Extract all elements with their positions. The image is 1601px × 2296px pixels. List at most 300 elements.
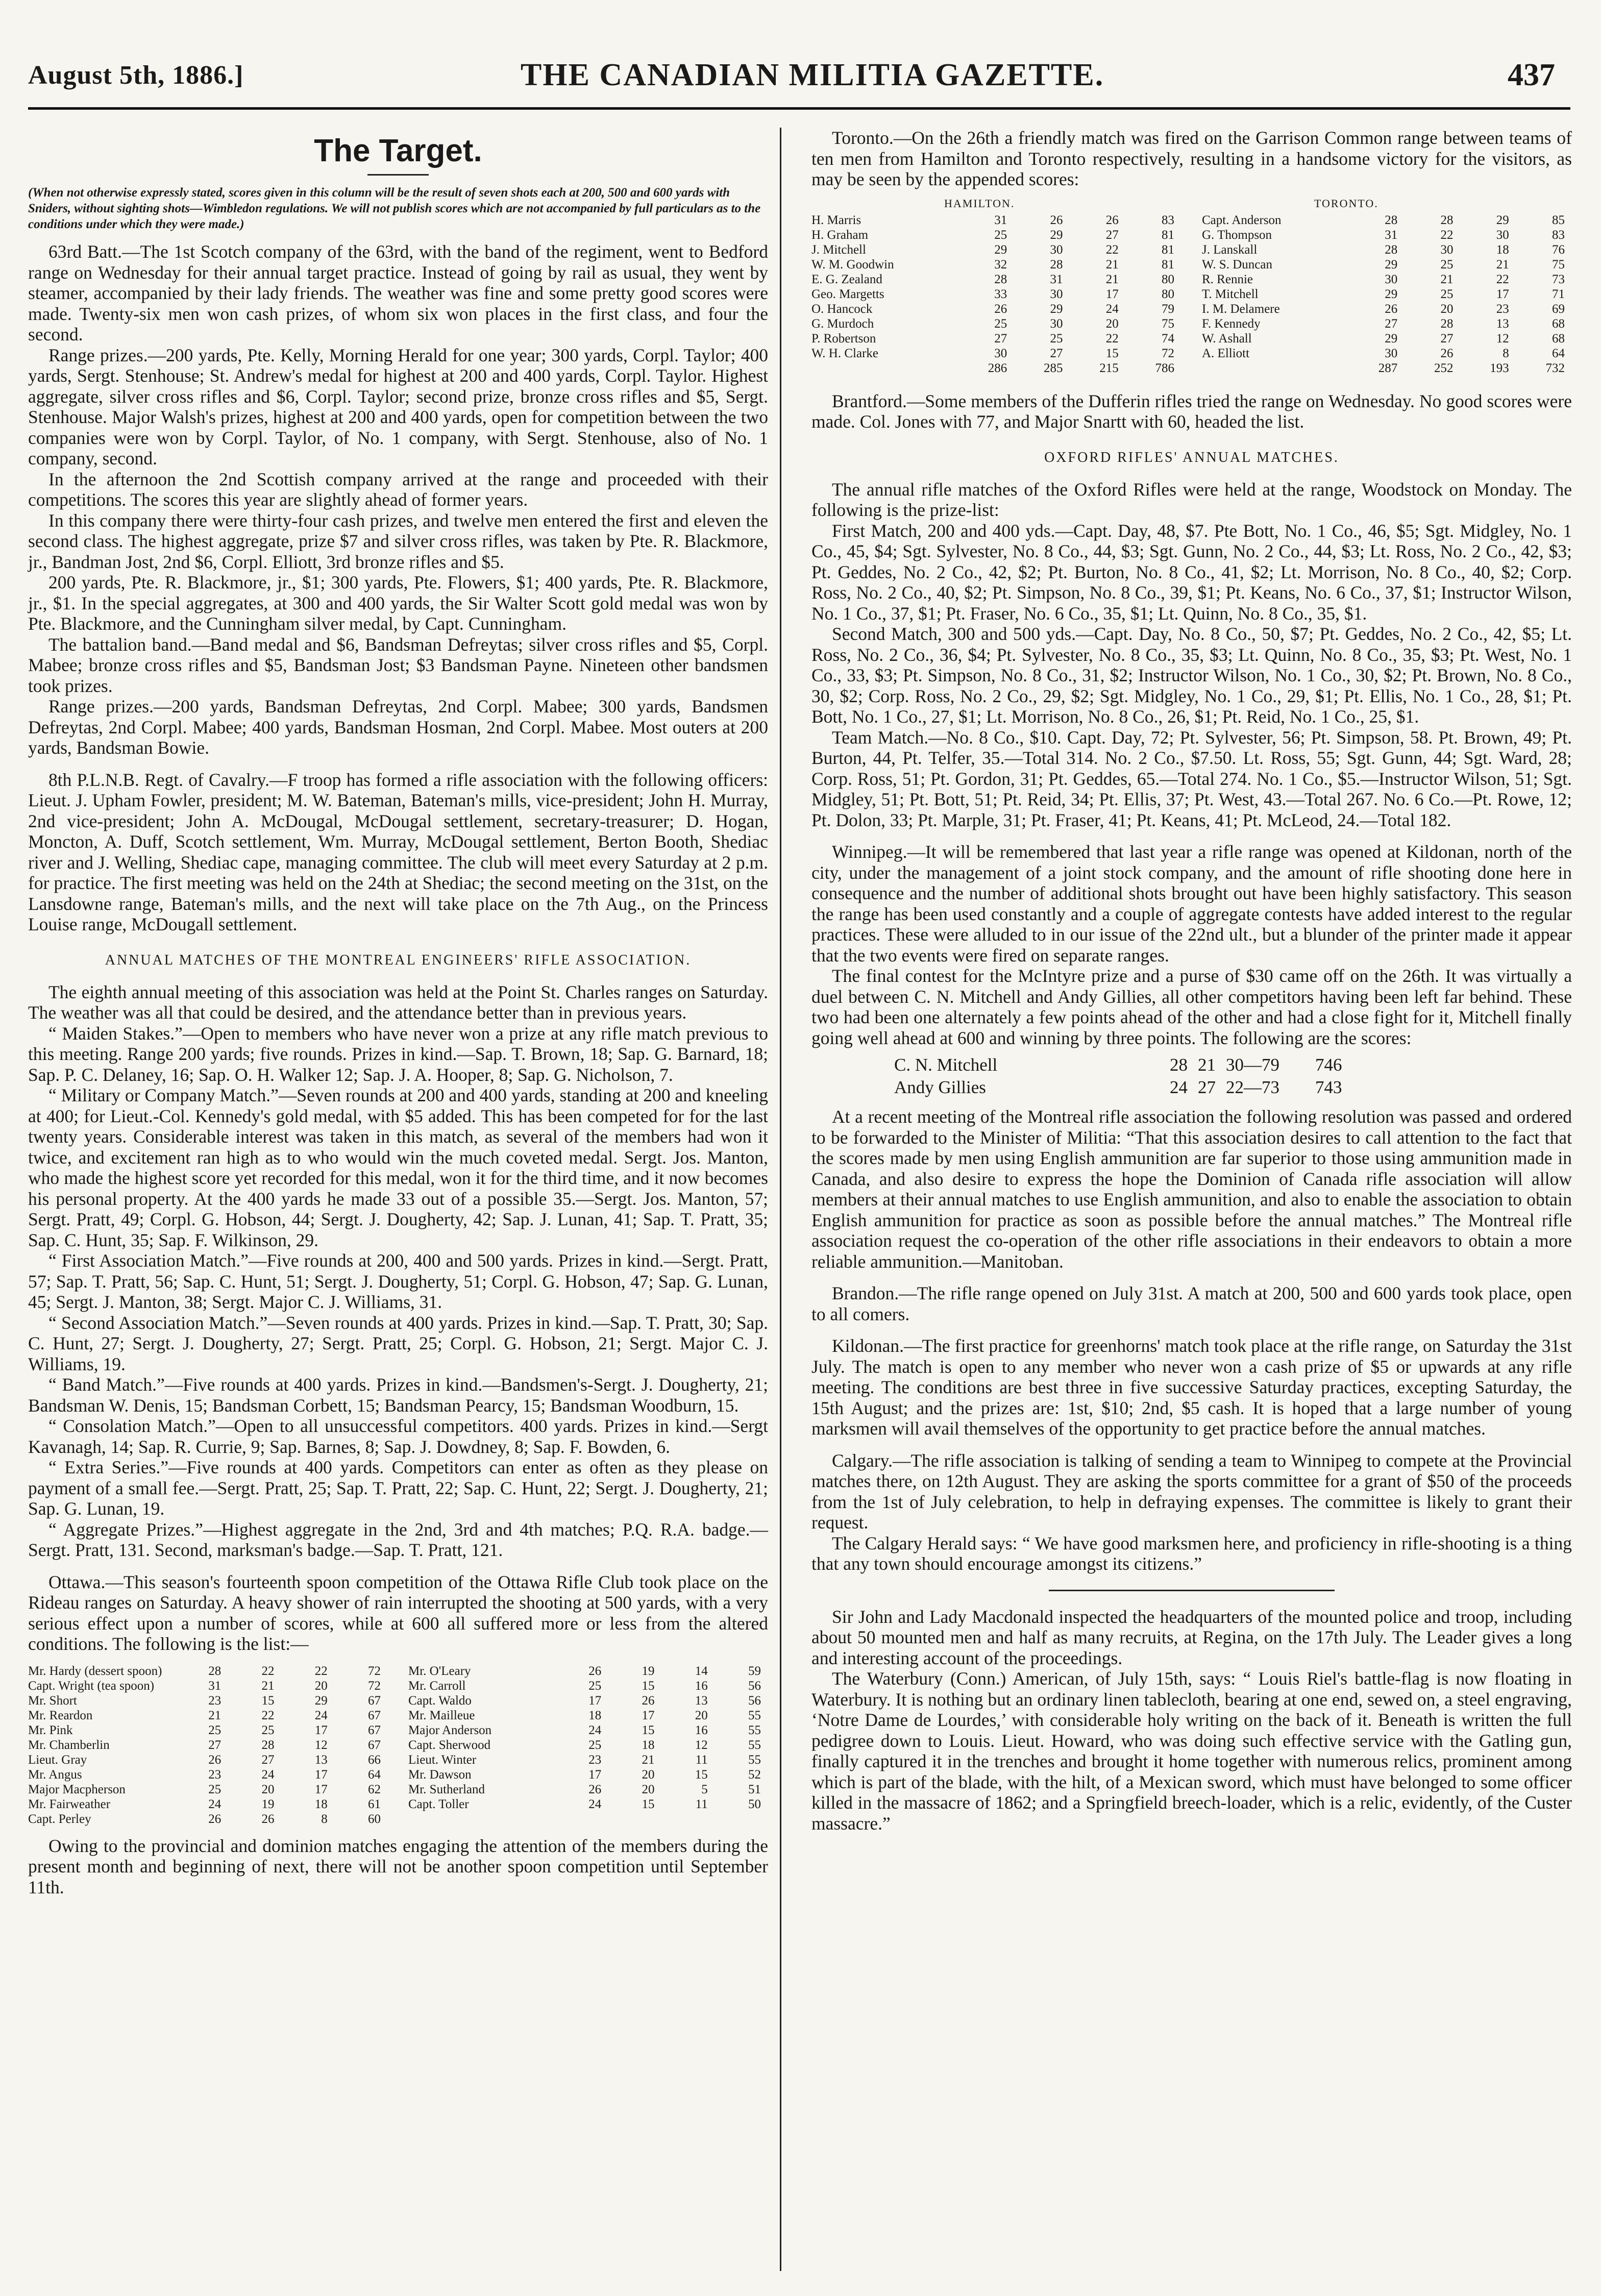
score-row <box>811 302 1572 316</box>
score-cell: 20 <box>642 1767 655 1782</box>
score-cell: 24 <box>208 1797 221 1811</box>
score-cell: 22 <box>1105 242 1119 257</box>
article-paragraph: “ First Association Match.”—Five rounds at 200, 400 and 500 yards. Prizes in kind.—Sergt. Pratt, 57; Sap. T. Pratt, 56; Sap. C. Hunt, 51; Sergt. J. Dougherty, 51; Corpl. G. Hobson, 47; Sap. G. Lunan, 45; Sergt. J. Manton, 38; Sergt. Major C. J. Williams, 31. <box>28 1250 768 1312</box>
competitor-name: R. Rennie <box>1202 272 1253 286</box>
score-cell: 25 <box>208 1723 221 1737</box>
competitor-name: Mr. Angus <box>28 1767 82 1782</box>
score-cell: 29 <box>1385 331 1398 345</box>
competitor-name: Capt. Waldo <box>408 1693 472 1708</box>
score-cell: 21 <box>261 1678 275 1693</box>
score-cell: 30 <box>1385 346 1398 360</box>
score-cell: 29 <box>1385 287 1398 301</box>
score-cell: 69 <box>1552 302 1565 316</box>
score-cell: 28 <box>208 1664 221 1678</box>
score-cell: 15 <box>261 1693 275 1708</box>
score-row <box>28 1767 768 1782</box>
spacer <box>1181 361 1349 376</box>
score-cell <box>715 1812 768 1826</box>
score-row <box>894 1054 1351 1076</box>
score-cell: 31 <box>994 213 1007 227</box>
competitor-name: Mr. Short <box>28 1693 77 1708</box>
score-cell <box>555 1812 608 1826</box>
competitor-name: Major Macpherson <box>28 1782 126 1796</box>
score-cell: 62 <box>368 1782 381 1796</box>
score-cell: 22 <box>1105 331 1119 345</box>
score-cell: 55 <box>748 1738 761 1752</box>
spacer <box>811 361 958 376</box>
total-cell: 215 <box>1099 361 1119 375</box>
score-cell: 17 <box>588 1767 602 1782</box>
score-cell: 56 <box>748 1693 761 1708</box>
score-cell: 22 <box>261 1708 275 1722</box>
score-cell: 20 <box>642 1782 655 1796</box>
article-paragraph: The Calgary Herald says: “ We have good marksmen here, and proficiency in rifle-shooting is a thing that any town should encourage amongst its citizens.” <box>811 1533 1572 1574</box>
sub-heading: OXFORD RIFLES' ANNUAL MATCHES. <box>1044 449 1339 465</box>
score-cell: 23 <box>1496 302 1509 316</box>
score-cell: 81 <box>1162 257 1174 271</box>
score-cell: 27 <box>1385 316 1398 331</box>
competitor-name: F. Kennedy <box>1202 316 1261 331</box>
score-cell: 21 <box>1198 1055 1216 1075</box>
score-row <box>28 1708 768 1723</box>
score-cell: 31 <box>1050 272 1063 286</box>
score-cell: 22 <box>261 1664 275 1678</box>
score-cell: 27 <box>1440 331 1454 345</box>
score-cell: 71 <box>1552 287 1565 301</box>
total-cell: 786 <box>1155 361 1174 375</box>
score-cell: 26 <box>994 302 1007 316</box>
score-cell: 28 <box>994 272 1007 286</box>
score-cell: 12 <box>1496 331 1509 345</box>
article-paragraph: Team Match.—No. 8 Co., $10. Capt. Day, 72; Pt. Sylvester, 56; Pt. Simpson, 58. Pt. Brown, 49; Pt. Burton, 44, Pt. Telfer, 35.—Total 314. No. 2 Co., $7.50. Lt. Ross, 55; Sgt. Gunn, 44; Sgt. Ward, 28; Corp. Ross, 51; Pt. Gordon, 31; Pt. Geddes, 65.—Total 274. No. 1 Co., $5.—Instructor Wilson, 51; Sgt. Midgley, 51; Pt. Bott, 51; Pt. Reid, 34; Pt. Ellis, 37; Pt. West, 43.—Total 267. No. 6 Co.—Pt. Rowe, 12; Pt. Dolon, 33; Pt. Marple, 31; Pt. Fraser, 41; Pt. Keans, 41; Pt. McLeod, 24.—Total 182. <box>811 727 1572 830</box>
score-cell: 15 <box>642 1678 655 1693</box>
score-cell: 31 <box>208 1678 221 1693</box>
total-cell: 285 <box>1044 361 1063 375</box>
score-cell: 26 <box>588 1664 602 1678</box>
score-row <box>28 1812 768 1826</box>
competitor-name: Mr. Dawson <box>408 1767 472 1782</box>
score-cell: 81 <box>1162 242 1174 257</box>
total-cell: 732 <box>1545 361 1565 375</box>
score-row <box>811 213 1572 228</box>
score-cell: 24 <box>261 1767 275 1782</box>
score-cell: 30 <box>1050 316 1063 331</box>
score-row <box>811 228 1572 242</box>
page-number: 437 <box>1508 58 1555 92</box>
score-cell: 13 <box>695 1693 708 1708</box>
score-cell: 75 <box>1552 257 1565 271</box>
score-cell: 17 <box>642 1708 655 1722</box>
article-paragraph: Second Match, 300 and 500 yds.—Capt. Day, No. 8 Co., 50, $7; Pt. Geddes, No. 2 Co., 42, $5; Lt. Ross, No. 2 Co., 36, $4; Pt. Sylvester, No. 8 Co., 35, $3; Lt. Quinn, No. 8 Co., 35, $3; Pt. West, No. 1 Co., 33, $3; Pt. Simpson, No. 8 Co., 31, $2; Instructor Wilson, No. 1 Co., 30, $2; Pt. Brown, No. 8 Co., 30, $2; Corp. Ross, No. 2 Co., 29, $2; Sgt. Midgley, No. 1 Co., 29, $1; Pt. Ellis, No. 1 Co., 28, $1; Pt. Bott, No. 1 Co., 27, $1; Lt. Morrison, No. 8 Co., 26, $1; Pt. Reid, No. 1 Co., 25, $1. <box>811 624 1572 727</box>
score-cell: 22 <box>1440 228 1454 242</box>
competitor-name: Mr. Fairweather <box>28 1797 111 1811</box>
score-cell: 27 <box>261 1752 275 1767</box>
competitor-name: Lieut. Winter <box>408 1752 477 1767</box>
score-cell: 18 <box>588 1708 602 1722</box>
score-cell: 11 <box>695 1752 708 1767</box>
score-cell: 24 <box>314 1708 328 1722</box>
mcintyre-score-table <box>893 1053 1352 1099</box>
score-cell: 80 <box>1162 272 1174 286</box>
score-cell: 8 <box>321 1812 328 1826</box>
score-cell: 17 <box>1496 287 1509 301</box>
score-cell <box>608 1812 661 1826</box>
score-cell: 19 <box>261 1797 275 1811</box>
competitor-name: J. Mitchell <box>811 242 866 257</box>
score-cell: 60 <box>368 1812 381 1826</box>
score-cell: 83 <box>1162 213 1174 227</box>
score-cell: 24 <box>1170 1077 1188 1097</box>
score-cell: 26 <box>1440 346 1454 360</box>
article-paragraph: “ Maiden Stakes.”—Open to members who have never won a prize at any rifle match previous to this meeting. Range 200 yards; five rounds. Prizes in kind.—Sap. T. Brown, 18; Sap. G. Barnard, 18; Sap. P. C. Delaney, 16; Sap. O. H. Walker 12; Sap. J. A. Hooper, 8; Sap. G. Nicholson, 7. <box>28 1023 768 1085</box>
score-cell: 15 <box>642 1723 655 1737</box>
competitor-name: Mr. Chamberlin <box>28 1738 110 1752</box>
score-cell: 30 <box>1050 287 1063 301</box>
score-cell: 67 <box>368 1708 381 1722</box>
article-paragraph: Ottawa.—This season's fourteenth spoon competition of the Ottawa Rifle Club took place on the Rideau ranges on Saturday. A heavy shower of rain interrupted the shooting at 500 yards, with a very serious effect upon a number of scores, while at 600 all suffered more or less from the altered conditions. The following is the list:— <box>28 1571 768 1654</box>
score-cell: 28 <box>1170 1055 1188 1075</box>
score-cell: 83 <box>1552 228 1565 242</box>
competitor-name: C. N. Mitchell <box>894 1055 998 1075</box>
article-paragraph: Owing to the provincial and dominion matches engaging the attention of the members during the present month and beginning of next, there will not be another spoon competition until September 11th. <box>28 1835 768 1897</box>
score-cell: 29 <box>1050 228 1063 242</box>
score-row <box>811 331 1572 346</box>
score-cell: 24 <box>588 1723 602 1737</box>
competitor-name: T. Mitchell <box>1202 287 1259 301</box>
article-paragraph: At a recent meeting of the Montreal rifle association the following resolution was passed and ordered to be forwarded to the Minister of Militia: “That this association desires to call attention to the fact that the scores made by men using English ammunition are far superior to those using ammunition made in Canada, and also desire to express the hope the Dominion of Canada rifle association will allow members at their annual matches to use English ammunition, and also to enable the association to obtain English ammunition for practice as soon as possible before the annual matches.” The Montreal rifle association request the co-operation of the other rifle associations in their endeavors to obtain a more reliable ammunition.—Manitoban. <box>811 1106 1572 1272</box>
competitor-name: Capt. Anderson <box>1202 213 1282 227</box>
score-cell: 30 <box>1385 272 1398 286</box>
score-cell: 21 <box>1440 272 1454 286</box>
score-row <box>28 1664 768 1678</box>
score-cell: 72 <box>368 1664 381 1678</box>
competitor-name: Capt. Toller <box>408 1797 469 1811</box>
score-cell: 25 <box>588 1738 602 1752</box>
score-row <box>811 346 1572 361</box>
score-cell: 27 <box>994 331 1007 345</box>
score-cell: 74 <box>1162 331 1174 345</box>
score-cell: 30 <box>1050 242 1063 257</box>
competitor-name: W. H. Clarke <box>811 346 878 360</box>
score-cell: 16 <box>695 1723 708 1737</box>
score-cell: 25 <box>208 1782 221 1796</box>
score-cell: 23 <box>208 1693 221 1708</box>
score-cell: 28 <box>261 1738 275 1752</box>
issue-date: August 5th, 1886.] <box>28 61 244 90</box>
competitor-name: Geo. Margetts <box>811 287 884 301</box>
score-cell: 16 <box>695 1678 708 1693</box>
column-divider <box>780 128 781 2271</box>
competitor-name: H. Marris <box>811 213 861 227</box>
score-row <box>811 272 1572 287</box>
score-cell: 17 <box>588 1693 602 1708</box>
score-row <box>811 287 1572 302</box>
page-header <box>0 0 1601 117</box>
article-paragraph: “ Military or Company Match.”—Seven rounds at 200 and 400 yards, standing at 200 and kneeling at 400; for Lieut.-Col. Kennedy's gold medal, with $5 added. This has been competed for for the last twenty years. Considerable interest was taken in this match, as several of the members had won it twice, and excitement ran high as to who would win the much coveted medal. Sergt. Jos. Manton, who made the highest score yet recorded for this medal, won it for the third time, and it now becomes his personal property. At the 400 yards he made 33 out of a possible 35.—Sergt. Jos. Manton, 57; Sergt. Pratt, 49; Corpl. G. Hobson, 44; Sergt. J. Dougherty, 42; Sap. J. Lunan, 41; Sap. T. Pratt, 35; Sap. C. Hunt, 35; Sap. F. Wilkinson, 29. <box>28 1085 768 1250</box>
score-cell: 20 <box>695 1708 708 1722</box>
score-cell: 21 <box>1105 257 1119 271</box>
score-cell: 72 <box>1162 346 1174 360</box>
score-cell: 746 <box>1315 1055 1342 1075</box>
score-cell: 20 <box>1440 302 1454 316</box>
score-cell: 17 <box>314 1767 328 1782</box>
competitor-name: J. Lanskall <box>1202 242 1258 257</box>
score-cell: 73 <box>1552 272 1565 286</box>
score-row <box>28 1678 768 1693</box>
article-paragraph: Range prizes.—200 yards, Bandsman Defreytas, 2nd Corpl. Mabee; 300 yards, Bandsmen Defreytas, 2nd Corpl. Mabee; 400 yards, Bandsman Hosman, 2nd Corpl. Mabee. Most outers at 200 yards, Bandsman Bowie. <box>28 696 768 758</box>
score-cell: 11 <box>695 1797 708 1811</box>
score-cell: 59 <box>748 1664 761 1678</box>
score-cell: 28 <box>1440 213 1454 227</box>
score-cell: 52 <box>748 1767 761 1782</box>
score-cell: 67 <box>368 1723 381 1737</box>
score-cell: 64 <box>368 1767 381 1782</box>
article-paragraph: The battalion band.—Band medal and $6, Bandsman Defreytas; silver cross rifles and $5, Corpl. Mabee; bronze cross rifles and $5, Bandsman Jost; $3 Bandsman Payne. Nineteen other bandsmen took prizes. <box>28 634 768 696</box>
score-cell: 15 <box>642 1797 655 1811</box>
competitor-name: W. S. Duncan <box>1202 257 1272 271</box>
score-row <box>28 1693 768 1708</box>
article-paragraph: “ Second Association Match.”—Seven rounds at 400 yards. Prizes in kind.—Sap. T. Pratt, 30; Sap. C. Hunt, 27; Sergt. J. Dougherty, 27; Sergt. Pratt, 25; Corpl. G. Hobson, 21; Sergt. Major C. J. Williams, 19. <box>28 1312 768 1374</box>
competitor-name: W. M. Goodwin <box>811 257 894 271</box>
score-cell: 30 <box>1440 242 1454 257</box>
score-row <box>28 1782 768 1797</box>
score-cell: 15 <box>1105 346 1119 360</box>
score-cell: 30—79 <box>1226 1055 1279 1075</box>
team-totals-row <box>811 361 1572 376</box>
score-cell: 28 <box>1385 213 1398 227</box>
score-cell: 13 <box>314 1752 328 1767</box>
article-paragraph: The Waterbury (Conn.) American, of July 15th, says: “ Louis Riel's battle-flag is now floating in Waterbury. It is nothing but an ordinary linen tablecloth, bearing at one end, sewed on, a steel engraving, ‘Notre Dame de Lourdes,’ with considerable holy writing on the back of it. Beneath is written the full pedigree down to Louis. Lieut. Howard, who was doing such effective service with the Gatling gun, finally captured it in the trenches and brought it home together with numerous relics, prominent among which is part of the blade, with the hilt, of a Mexican sword, which must have belonged to some officer killed in the massacre of 1862; and a Springfield breech-loader, which is a relic, evidently, of the Custer massacre.” <box>811 1668 1572 1834</box>
score-cell: 79 <box>1162 302 1174 316</box>
competitor-name: O. Hancock <box>811 302 873 316</box>
competitor-name: W. Ashall <box>1202 331 1252 345</box>
total-cell: 286 <box>988 361 1007 375</box>
competitor-name: H. Graham <box>811 228 869 242</box>
article-paragraph: In this company there were thirty-four cash prizes, and twelve men entered the first and eleven the second class. The highest aggregate, prize $7 and silver cross rifles, was taken by Pte. R. Blackmore, jr., Bandman Jost, 2nd $6, Corpl. Elliott, 3rd bronze rifles and $5. <box>28 510 768 572</box>
score-cell: 27 <box>1050 346 1063 360</box>
score-cell: 26 <box>588 1782 602 1796</box>
score-cell: 22 <box>314 1664 328 1678</box>
score-cell: 67 <box>368 1693 381 1708</box>
score-cell: 51 <box>748 1782 761 1796</box>
score-cell: 29 <box>1385 257 1398 271</box>
score-cell: 25 <box>588 1678 602 1693</box>
article-paragraph: First Match, 200 and 400 yds.—Capt. Day, 48, $7. Pte Bott, No. 1 Co., 46, $5; Sgt. Midgley, No. 1 Co., 45, $4; Sgt. Sylvester, No. 8 Co., 44, $3; Sgt. Gunn, No. 2 Co., 44, $3; Lt. Ross, No. 2 Co., 42, $3; Pt. Geddes, No. 2 Co., 42, $2; Pt. Burton, No. 8 Co., 41, $2; Lt. Morrison, No. 8 Co., 40, $2; Corp. Ross, No. 2 Co., 40, $2; Pt. Simpson, No. 8 Co., 39, $1; Pt. Keans, No. 6 Co., 37, $1; Instructor Wilson, No. 1 Co., 37, $1; Pt. Fraser, No. 6 Co., 35, $1; Lt. Quinn, No. 8 Co., 35, $1. <box>811 520 1572 624</box>
score-cell: 25 <box>1440 257 1454 271</box>
competitor-name: Capt. Sherwood <box>408 1738 491 1752</box>
article-paragraph: Sir John and Lady Macdonald inspected the headquarters of the mounted police and troop, including about 50 mounted men and half as many recruits, at Regina, on the 17th July. The Leader gives a long and interesting account of the proceedings. <box>811 1606 1572 1668</box>
score-cell: 23 <box>208 1767 221 1782</box>
score-cell: 21 <box>208 1708 221 1722</box>
score-cell: 13 <box>1496 316 1509 331</box>
score-cell: 14 <box>695 1664 708 1678</box>
score-cell: 56 <box>748 1678 761 1693</box>
section-rule <box>1049 1590 1335 1591</box>
score-cell: 26 <box>1050 213 1063 227</box>
score-cell: 61 <box>368 1797 381 1811</box>
article-paragraph: 63rd Batt.—The 1st Scotch company of the 63rd, with the band of the regiment, went to Bedford range on Wednesday for their annual target practice. Instead of going by rail as usual, they went by steamer, accompanied by their lady friends. The weather was fine and some pretty good scores were made. Twenty-six men won cash prizes, of whom six won places in the first class, and four the second. <box>28 241 768 344</box>
score-cell: 26 <box>261 1812 275 1826</box>
score-cell: 55 <box>748 1708 761 1722</box>
score-cell: 21 <box>1105 272 1119 286</box>
score-row <box>811 316 1572 331</box>
score-cell: 21 <box>1496 257 1509 271</box>
competitor-name: Capt. Wright (tea spoon) <box>28 1678 155 1693</box>
header-rule <box>28 107 1570 110</box>
score-cell: 25 <box>261 1723 275 1737</box>
score-cell: 29 <box>1496 213 1509 227</box>
total-cell: 252 <box>1434 361 1454 375</box>
score-cell <box>662 1812 715 1826</box>
article-paragraph: Brantford.—Some members of the Dufferin rifles tried the range on Wednesday. No good scores were made. Col. Jones with 77, and Major Snartt with 60, headed the list. <box>811 390 1572 432</box>
score-cell: 31 <box>1385 228 1398 242</box>
article-paragraph: “ Consolation Match.”—Open to all unsuccessful competitors. 400 yards. Prizes in kind.—Sergt Kavanagh, 14; Sap. R. Currie, 9; Sap. Barnes, 8; Sap. J. Dowdney, 8; Sap. F. Bowden, 6. <box>28 1416 768 1457</box>
section-title: The Target. <box>314 133 482 168</box>
score-cell: 19 <box>642 1664 655 1678</box>
score-cell: 81 <box>1162 228 1174 242</box>
score-cell: 22 <box>1496 272 1509 286</box>
title-rule <box>367 174 429 176</box>
score-cell: 24 <box>1105 302 1119 316</box>
score-cell: 27 <box>208 1738 221 1752</box>
score-cell: 72 <box>368 1678 381 1693</box>
score-cell: 85 <box>1552 213 1565 227</box>
competitor-name: Andy Gillies <box>894 1077 986 1097</box>
score-cell: 18 <box>314 1797 328 1811</box>
score-cell: 21 <box>642 1752 655 1767</box>
score-cell: 8 <box>1503 346 1509 360</box>
score-cell: 20 <box>314 1678 328 1693</box>
score-cell: 24 <box>588 1797 602 1811</box>
editorial-note: (When not otherwise expressly stated, scores given in this column will be the result of seven shots each at 200, 500 and 600 yards with Sniders, without sighting shots—Wimbledon regulations. We will not publish scores which are not accompanied by full particulars as to the conditions under which they were made.) <box>28 186 761 231</box>
score-row <box>811 257 1572 272</box>
score-cell: 30 <box>994 346 1007 360</box>
competitor-name: Mr. Reardon <box>28 1708 93 1722</box>
score-row <box>28 1738 768 1752</box>
score-cell: 18 <box>642 1738 655 1752</box>
score-cell: 68 <box>1552 316 1565 331</box>
score-cell: 76 <box>1552 242 1565 257</box>
score-cell: 743 <box>1315 1077 1342 1097</box>
score-cell: 27 <box>1198 1077 1216 1097</box>
score-cell: 28 <box>1050 257 1063 271</box>
team-score-table <box>811 193 1572 376</box>
competitor-name: Mr. O'Leary <box>408 1664 471 1678</box>
score-cell: 80 <box>1162 287 1174 301</box>
competitor-name: P. Robertson <box>811 331 876 345</box>
team-heading-hamilton: HAMILTON. <box>944 196 1015 210</box>
article-paragraph: The annual rifle matches of the Oxford Rifles were held at the range, Woodstock on Monday. The following is the prize-list: <box>811 479 1572 520</box>
article-paragraph: Toronto.—On the 26th a friendly match was fired on the Garrison Common range between teams of ten men from Hamilton and Toronto respectively, resulting in a handsome victory for the visitors, as may be seen by the appended scores: <box>811 128 1572 189</box>
score-cell: 5 <box>701 1782 708 1796</box>
score-cell: 67 <box>368 1738 381 1752</box>
article-paragraph: Brandon.—The rifle range opened on July 31st. A match at 200, 500 and 600 yards took place, open to all comers. <box>811 1283 1572 1324</box>
competitor-name: Mr. Sutherland <box>408 1782 485 1796</box>
score-row <box>811 242 1572 257</box>
article-paragraph: Calgary.—The rifle association is talking of sending a team to Winnipeg to compete at the Provincial matches there, on 12th August. They are asking the sports committee for a grant of $50 of the proceeds from the 1st of July celebration, to help in defraying expenses. The committee is likely to grant their request. <box>811 1450 1572 1533</box>
competitor-name: E. G. Zealand <box>811 272 882 286</box>
competitor-name: G. Thompson <box>1202 228 1272 242</box>
score-cell: 33 <box>994 287 1007 301</box>
score-cell: 15 <box>695 1767 708 1782</box>
competitor-name: Mr. Carroll <box>408 1678 466 1693</box>
score-cell: 68 <box>1552 331 1565 345</box>
competitor-name: Major Anderson <box>408 1723 492 1737</box>
score-cell: 26 <box>1385 302 1398 316</box>
article-paragraph: “ Band Match.”—Five rounds at 400 yards. Prizes in kind.—Bandsmen's-Sergt. J. Dougherty, 21; Bandsman W. Denis, 15; Bandsman Corbett, 15; Bandsman Pearcy, 15; Bandsman Woodburn, 15. <box>28 1374 768 1416</box>
competitor-name: G. Murdoch <box>811 316 874 331</box>
article-paragraph: Kildonan.—The first practice for greenhorns' match took place at the rifle range, on Saturday the 31st July. The match is open to any member who never won a cash prize of $5 or upwards at any rifle meeting. The conditions are best three in five successive Saturday practices, excepting Saturday, the 15th August; and the prizes are: 1st, $10; 2nd, $5 cash. It is hoped that a large number of young marksmen will avail themselves of the opportunity to get practice before the annual matches. <box>811 1336 1572 1439</box>
competitor-name: A. Elliott <box>1202 346 1250 360</box>
score-cell: 18 <box>1496 242 1509 257</box>
publication-title: THE CANADIAN MILITIA GAZETTE. <box>521 58 1104 92</box>
total-cell: 287 <box>1378 361 1398 375</box>
article-paragraph: The final contest for the McIntyre prize and a purse of $30 came off on the 26th. It was virtually a duel between C. N. Mitchell and Andy Gillies, all other competitors having been left far behind. These two had been one alternately a few points ahead of the other and had a close fight for it, Mitchell finally going well ahead at 600 and winning by three points. The following are the scores: <box>811 966 1572 1048</box>
article-paragraph: “ Extra Series.”—Five rounds at 400 yards. Competitors can enter as often as they please on payment of a small fee.—Sergt. Pratt, 25; Sap. T. Pratt, 22; Sap. C. Hunt, 22; Sergt. J. Dougherty, 21; Sap. G. Lunan, 19. <box>28 1457 768 1519</box>
score-row <box>28 1752 768 1767</box>
score-cell: 28 <box>1385 242 1398 257</box>
competitor-name: Mr. Mailleue <box>408 1708 475 1722</box>
score-cell: 22—73 <box>1226 1077 1279 1097</box>
score-cell: 29 <box>994 242 1007 257</box>
score-cell: 55 <box>748 1752 761 1767</box>
article-paragraph: Winnipeg.—It will be remembered that last year a rifle range was opened at Kildonan, north of the city, under the management of a joint stock company, and the amount of rifle shooting done here in consequence and the number of additional shots brought out have been highly satisfactory. This season the range has been used constantly and a couple of aggregate contests have added interest to the regular practices. These were alluded to in our issue of the 22nd ult., but a blunder of the printer made it appear that the two events were fired on separate ranges. <box>811 842 1572 966</box>
article-paragraph: Range prizes.—200 yards, Pte. Kelly, Morning Herald for one year; 300 yards, Corpl. Taylor; 400 yards, Sergt. Stenhouse; St. Andrew's medal for highest at 200 and 400 yards, Corpl. Taylor. Highest aggregate, silver cross rifles and $6, Corpl. Taylor; second prize, bronze cross rifles and $5, Sergt. Stenhouse. Major Walsh's prizes, highest at 200 and 400 yards, open for competition between the two companies were won by Corpl. Taylor, of No. 1 company, with Sergt. Stenhouse, also of No. 1 company, second. <box>28 344 768 468</box>
score-cell: 17 <box>314 1723 328 1737</box>
score-cell: 28 <box>1440 316 1454 331</box>
left-column <box>28 128 768 1897</box>
competitor-name: Lieut. Gray <box>28 1752 87 1767</box>
score-cell: 29 <box>1050 302 1063 316</box>
score-cell: 20 <box>261 1782 275 1796</box>
article-paragraph: In the afternoon the 2nd Scottish company arrived at the range and proceeded with their competitions. The scores this year are slightly ahead of former years. <box>28 468 768 510</box>
article-paragraph: The eighth annual meeting of this association was held at the Point St. Charles ranges on Saturday. The weather was all that could be desired, and the attendance better than in previous years. <box>28 981 768 1023</box>
competitor-name: I. M. Delamere <box>1202 302 1280 316</box>
article-paragraph: 200 yards, Pte. R. Blackmore, jr., $1; 300 yards, Pte. Flowers, $1; 400 yards, Pte. R. Blackmore, jr., $1. In the special aggregates, at 300 and 400 yards, the Sir Walter Scott gold medal was won by Pte. Blackmore, and the Cunningham silver medal, by Capt. Cunningham. <box>28 572 768 634</box>
score-cell: 26 <box>642 1693 655 1708</box>
score-cell: 50 <box>748 1797 761 1811</box>
score-cell: 26 <box>208 1752 221 1767</box>
score-cell: 55 <box>748 1723 761 1737</box>
competitor-name <box>388 1812 555 1826</box>
article-paragraph: 8th P.L.N.B. Regt. of Cavalry.—F troop has formed a rifle association with the following officers: Lieut. J. Upham Fowler, president; M. W. Bateman, Bateman's mills, vice-president; John H. Murray, 2nd vice-president; John A. McDougal, McDougal settlement, secretary-treasurer; D. Hogan, Moncton, A. Duff, Scotch settlement, Wm. Murray, McDougal settlement, Berton Booth, Shediac river and J. Welling, Shediac cape, managing committee. The club will meet every Saturday at 2 p.m. for practice. The first meeting was held on the 24th at Shediac; the second meeting on the 31st, on the Lansdowne range, Bateman's mills, and the next will take place on the 7th Aug., on the Princess Louise range, McDougall settlement. <box>28 769 768 934</box>
score-cell: 23 <box>588 1752 602 1767</box>
ottawa-score-table <box>28 1664 768 1826</box>
competitor-name: Mr. Hardy (dessert spoon) <box>28 1664 162 1678</box>
score-cell: 25 <box>994 228 1007 242</box>
competitor-name: Capt. Perley <box>28 1812 91 1826</box>
score-cell: 75 <box>1162 316 1174 331</box>
score-cell: 29 <box>314 1693 328 1708</box>
team-heading-toronto: TORONTO. <box>1314 196 1378 210</box>
score-cell: 32 <box>994 257 1007 271</box>
competitor-name: Mr. Pink <box>28 1723 73 1737</box>
score-cell: 12 <box>314 1738 328 1752</box>
score-cell: 66 <box>368 1752 381 1767</box>
score-cell: 64 <box>1552 346 1565 360</box>
score-cell: 25 <box>994 316 1007 331</box>
sub-heading: ANNUAL MATCHES OF THE MONTREAL ENGINEERS' RIFLE ASSOCIATION. <box>105 952 692 968</box>
score-cell: 17 <box>314 1782 328 1796</box>
score-cell: 12 <box>695 1738 708 1752</box>
score-cell: 27 <box>1105 228 1119 242</box>
score-cell: 26 <box>208 1812 221 1826</box>
score-cell: 25 <box>1440 287 1454 301</box>
score-row <box>894 1077 1351 1098</box>
score-row <box>28 1797 768 1812</box>
score-cell: 20 <box>1105 316 1119 331</box>
score-cell: 26 <box>1105 213 1119 227</box>
